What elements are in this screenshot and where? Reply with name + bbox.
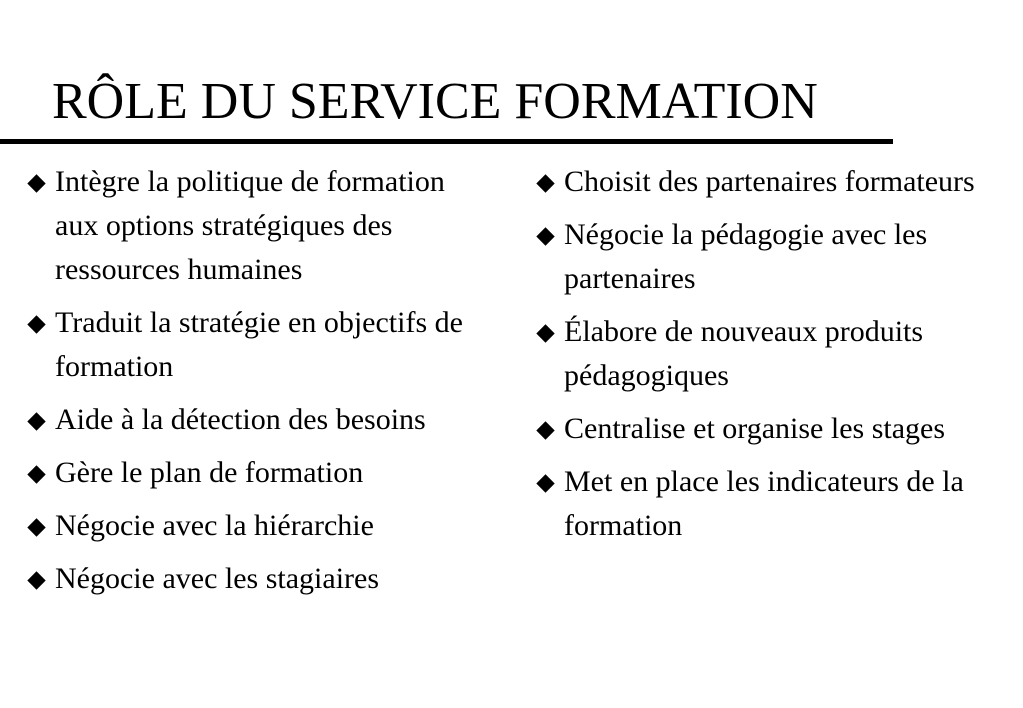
diamond-bullet-icon [536,324,554,342]
bullet-text: Négocie avec la hiérarchie [55,509,374,542]
diamond-bullet-icon [536,421,554,439]
diamond-bullet-icon [27,315,45,333]
bullet-text: Aide à la détection des besoins [55,403,426,436]
bullet-item [28,557,468,601]
bullet-text: Négocie la pédagogie avec les partenaires [564,218,928,295]
bullet-text: Intègre la politique de formation aux options stratégiques des ressources humaines [55,165,445,286]
bullet-text: Élabore de nouveaux produits pédagogiques [564,315,924,392]
bullet-text: Choisit des partenaires formateurs [564,165,975,198]
diamond-bullet-icon [27,518,45,536]
bullet-item [537,160,1017,204]
left-bullet-list [28,160,468,610]
bullet-text: Gère le plan de formation [55,456,364,489]
bullet-item [28,301,468,389]
title-underline [0,139,893,144]
diamond-bullet-icon [536,227,554,245]
diamond-bullet-icon [27,571,45,589]
bullet-item [537,310,1017,398]
diamond-bullet-icon [27,465,45,483]
bullet-item [537,213,1017,301]
diamond-bullet-icon [536,474,554,492]
right-bullet-list [537,160,1017,557]
bullet-item [537,407,1017,451]
bullet-text: Centralise et organise les stages [564,412,946,445]
bullet-item [28,398,468,442]
bullet-item [28,160,468,292]
bullet-item [537,460,1017,548]
diamond-bullet-icon [27,174,45,192]
diamond-bullet-icon [27,412,45,430]
bullet-text: Traduit la stratégie en objectifs de formation [55,306,463,383]
bullet-text: Négocie avec les stagiaires [55,562,380,595]
bullet-item [28,504,468,548]
bullet-item [28,451,468,495]
diamond-bullet-icon [536,174,554,192]
slide-title: RÔLE DU SERVICE FORMATION [52,73,818,130]
bullet-text: Met en place les indicateurs de la formation [564,465,964,542]
